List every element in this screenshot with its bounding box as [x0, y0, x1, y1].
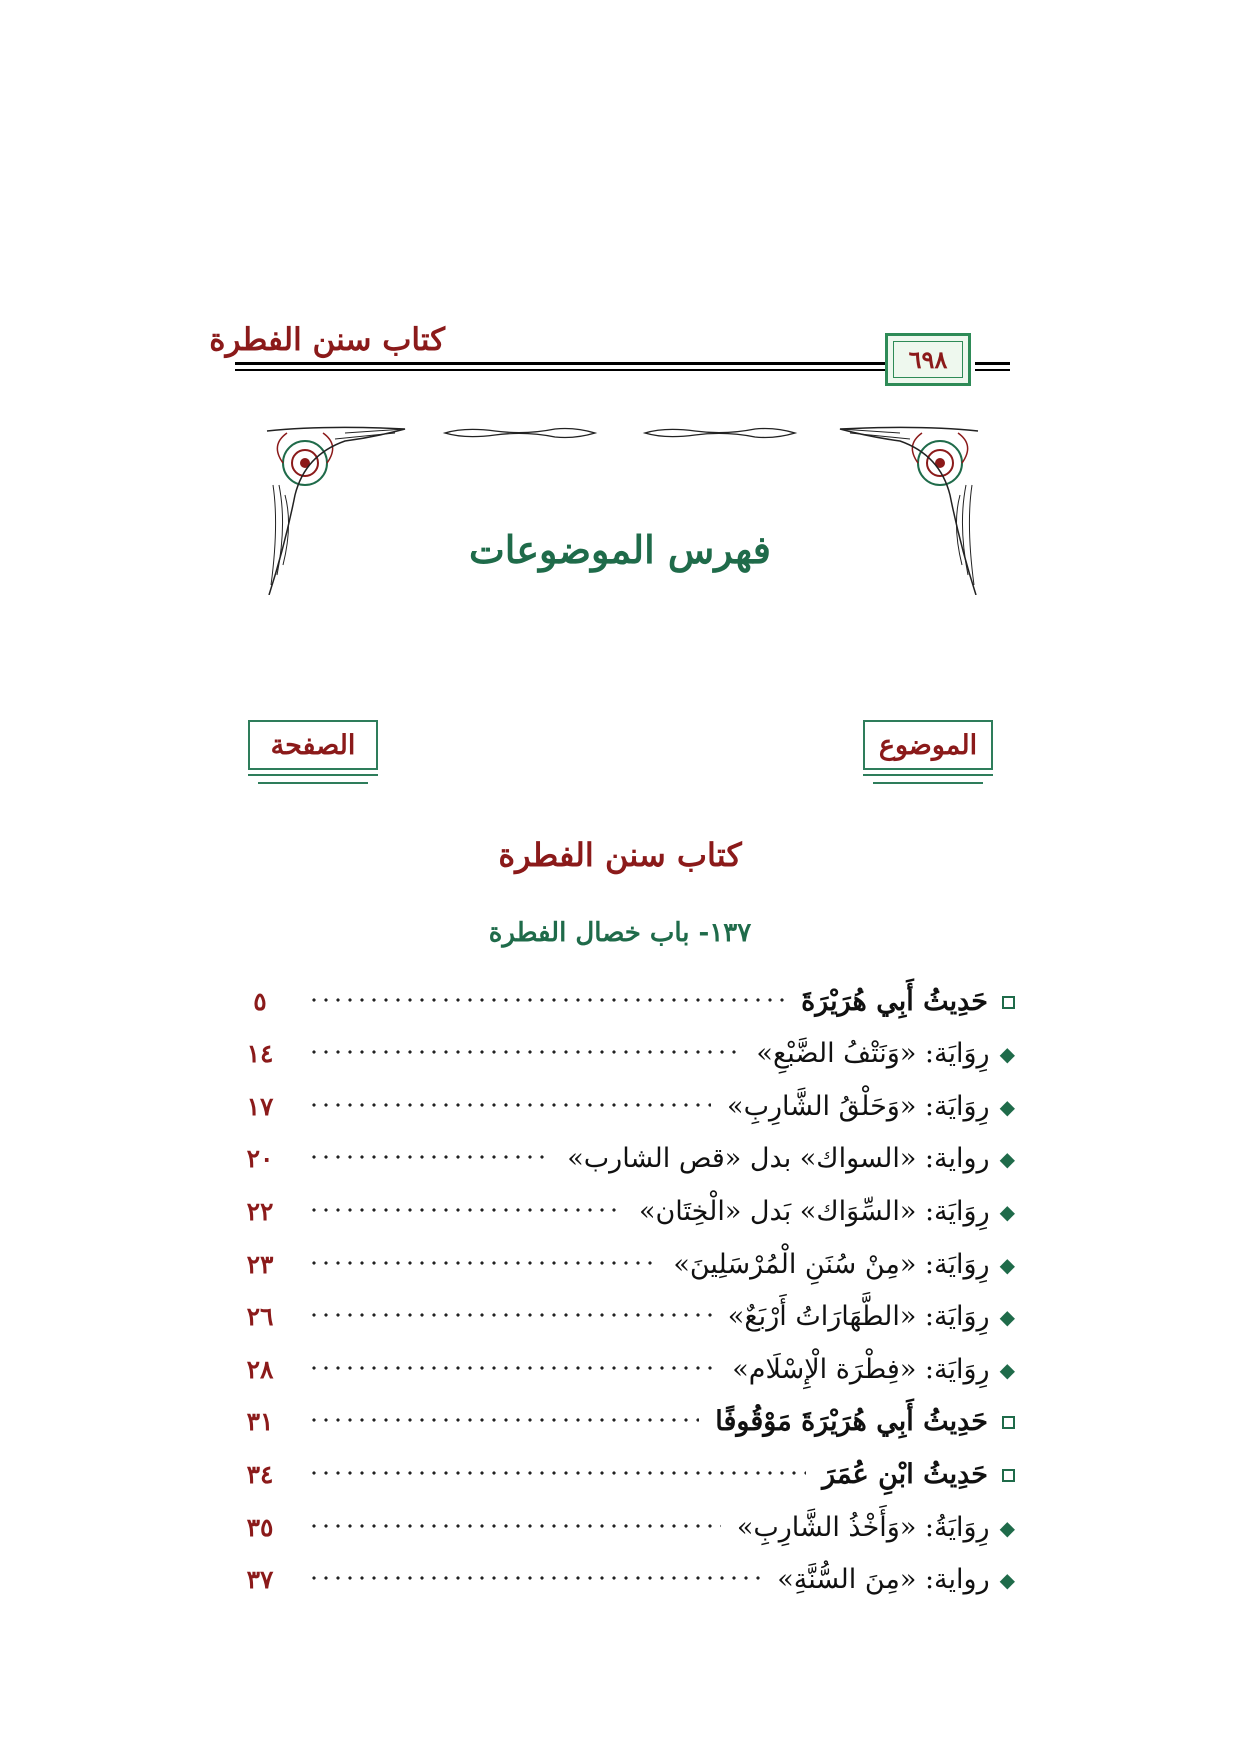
toc-entry: [737, 1502, 1015, 1554]
col-topic-label: الموضوع: [863, 720, 993, 770]
section-chapter-title: ١٣٧- باب خصال الفطرة: [488, 918, 752, 948]
toc-page-number: ٢٨: [246, 1355, 274, 1384]
toc-page-number: ٢٦: [246, 1302, 274, 1331]
toc-row: [240, 1502, 1015, 1554]
col-page-rule-2: [258, 782, 368, 784]
running-header-title: كتاب سنن الفطرة: [209, 322, 445, 358]
section-book-title: كتاب سنن الفطرة: [498, 836, 742, 874]
toc-leader-dots: [308, 998, 785, 1002]
toc-page-number: ٣٧: [246, 1565, 274, 1594]
toc-entry-label: رواية: «السواك» بدل «قص الشارب»: [567, 1143, 990, 1174]
header-rule-bottom: [235, 369, 885, 371]
toc-leader-dots: [308, 1261, 657, 1265]
diamond-bullet-icon: ◆: [999, 1200, 1015, 1224]
toc-entry: [801, 976, 1015, 1028]
diamond-bullet-icon: ◆: [999, 1358, 1015, 1382]
toc-page-number: ٣٥: [246, 1513, 274, 1542]
toc-page-number: ٣١: [246, 1407, 274, 1436]
header-rule-right-top: [975, 362, 1010, 365]
toc-entry-label: رِوَايَة: «وَحَلْقُ الشَّارِبِ»: [727, 1091, 990, 1122]
toc-entry: [728, 1291, 1015, 1343]
square-bullet-icon: [1002, 1416, 1015, 1429]
toc-page-number: ٢٣: [246, 1250, 274, 1279]
toc-leader-dots: [308, 1313, 712, 1317]
toc-leader-dots: [308, 1366, 716, 1370]
toc-entry: [673, 1239, 1015, 1291]
index-title: فهرس الموضوعات: [469, 527, 771, 572]
toc-entry-label: رواية: «مِنَ السُّنَّةِ»: [777, 1564, 990, 1595]
toc-leader-dots: [308, 1576, 761, 1580]
col-topic-rule-1: [863, 774, 993, 776]
toc-row: [240, 1239, 1015, 1291]
toc-row: [240, 1449, 1015, 1501]
col-topic-rule-2: [873, 782, 983, 784]
toc-entry: [567, 1133, 1015, 1185]
toc-row: [240, 1344, 1015, 1396]
toc-entry-label: حَدِيثُ ابْنِ عُمَرَ: [822, 1459, 988, 1490]
diamond-bullet-icon: ◆: [999, 1305, 1015, 1329]
toc-row: [240, 1186, 1015, 1238]
toc-row: [240, 1396, 1015, 1448]
top-braid-icon: [445, 429, 795, 438]
toc-entry-label: رِوَايَة: «وَنَتْفُ الضَّبْعِ»: [756, 1038, 990, 1069]
diamond-bullet-icon: ◆: [999, 1253, 1015, 1277]
rosette-right-icon: [912, 433, 967, 485]
toc-entry-label: رِوَايَة: «الطَّهَارَاتُ أَرْبَعٌ»: [727, 1301, 990, 1332]
toc-leader-dots: [308, 1103, 711, 1107]
toc-leader-dots: [308, 1524, 721, 1528]
toc-leader-dots: [308, 1418, 699, 1422]
toc-row: [240, 1554, 1015, 1606]
toc-row: [240, 1081, 1015, 1133]
toc-leader-dots: [308, 1471, 806, 1475]
toc-entry-label: رِوَايَة: «السِّوَاك» بَدل «الْخِتَان»: [638, 1196, 990, 1227]
toc-entry-label: رِوَايَة: «مِنْ سُنَنِ الْمُرْسَلِينَ»: [673, 1249, 990, 1280]
toc-page-number: ٢٠: [246, 1144, 274, 1173]
toc-entry: [756, 1028, 1015, 1080]
square-bullet-icon: [1002, 996, 1015, 1009]
diamond-bullet-icon: ◆: [999, 1042, 1015, 1066]
toc-row: [240, 1028, 1015, 1080]
square-bullet-icon: [1002, 1469, 1015, 1482]
toc-leader-dots: [308, 1050, 740, 1054]
toc-entry-label: رِوَايَة: «فِطْرَة الْإِسْلَام»: [732, 1354, 990, 1385]
toc-page-number: ٥: [253, 987, 267, 1016]
rosette-left-icon: [277, 433, 332, 485]
diamond-bullet-icon: ◆: [999, 1516, 1015, 1540]
header-rule-right-bottom: [975, 369, 1010, 371]
toc-entry-label: حَدِيثُ أَبِي هُرَيْرَةَ مَوْقُوفًا: [715, 1406, 988, 1437]
toc-page-number: ١٤: [246, 1039, 274, 1068]
col-page-label: الصفحة: [248, 720, 378, 770]
page-number-box: [885, 333, 971, 386]
toc-entry: [715, 1396, 1015, 1448]
toc-row: [240, 976, 1015, 1028]
diamond-bullet-icon: ◆: [999, 1568, 1015, 1592]
header-rule-top: [235, 362, 885, 365]
toc-entry: [639, 1186, 1015, 1238]
toc-entry: [732, 1344, 1015, 1396]
page-number: ٦٩٨: [893, 341, 963, 378]
toc-row: [240, 1133, 1015, 1185]
diamond-bullet-icon: ◆: [999, 1147, 1015, 1171]
col-page-rule-1: [248, 774, 378, 776]
toc-page-number: ٢٢: [246, 1197, 274, 1226]
toc-row: [240, 1291, 1015, 1343]
toc-entry: [822, 1449, 1015, 1501]
toc-entry: [777, 1554, 1015, 1606]
toc-entry-label: حَدِيثُ أَبِي هُرَيْرَةَ: [801, 986, 988, 1017]
diamond-bullet-icon: ◆: [999, 1095, 1015, 1119]
toc-page-number: ٣٤: [246, 1460, 274, 1489]
toc-entry-label: رِوَايَةُ: «وَأَخْذُ الشَّارِبِ»: [736, 1512, 990, 1543]
toc-entry: [727, 1081, 1015, 1133]
toc-leader-dots: [308, 1208, 623, 1212]
toc-leader-dots: [308, 1155, 551, 1159]
toc-page-number: ١٧: [246, 1092, 274, 1121]
